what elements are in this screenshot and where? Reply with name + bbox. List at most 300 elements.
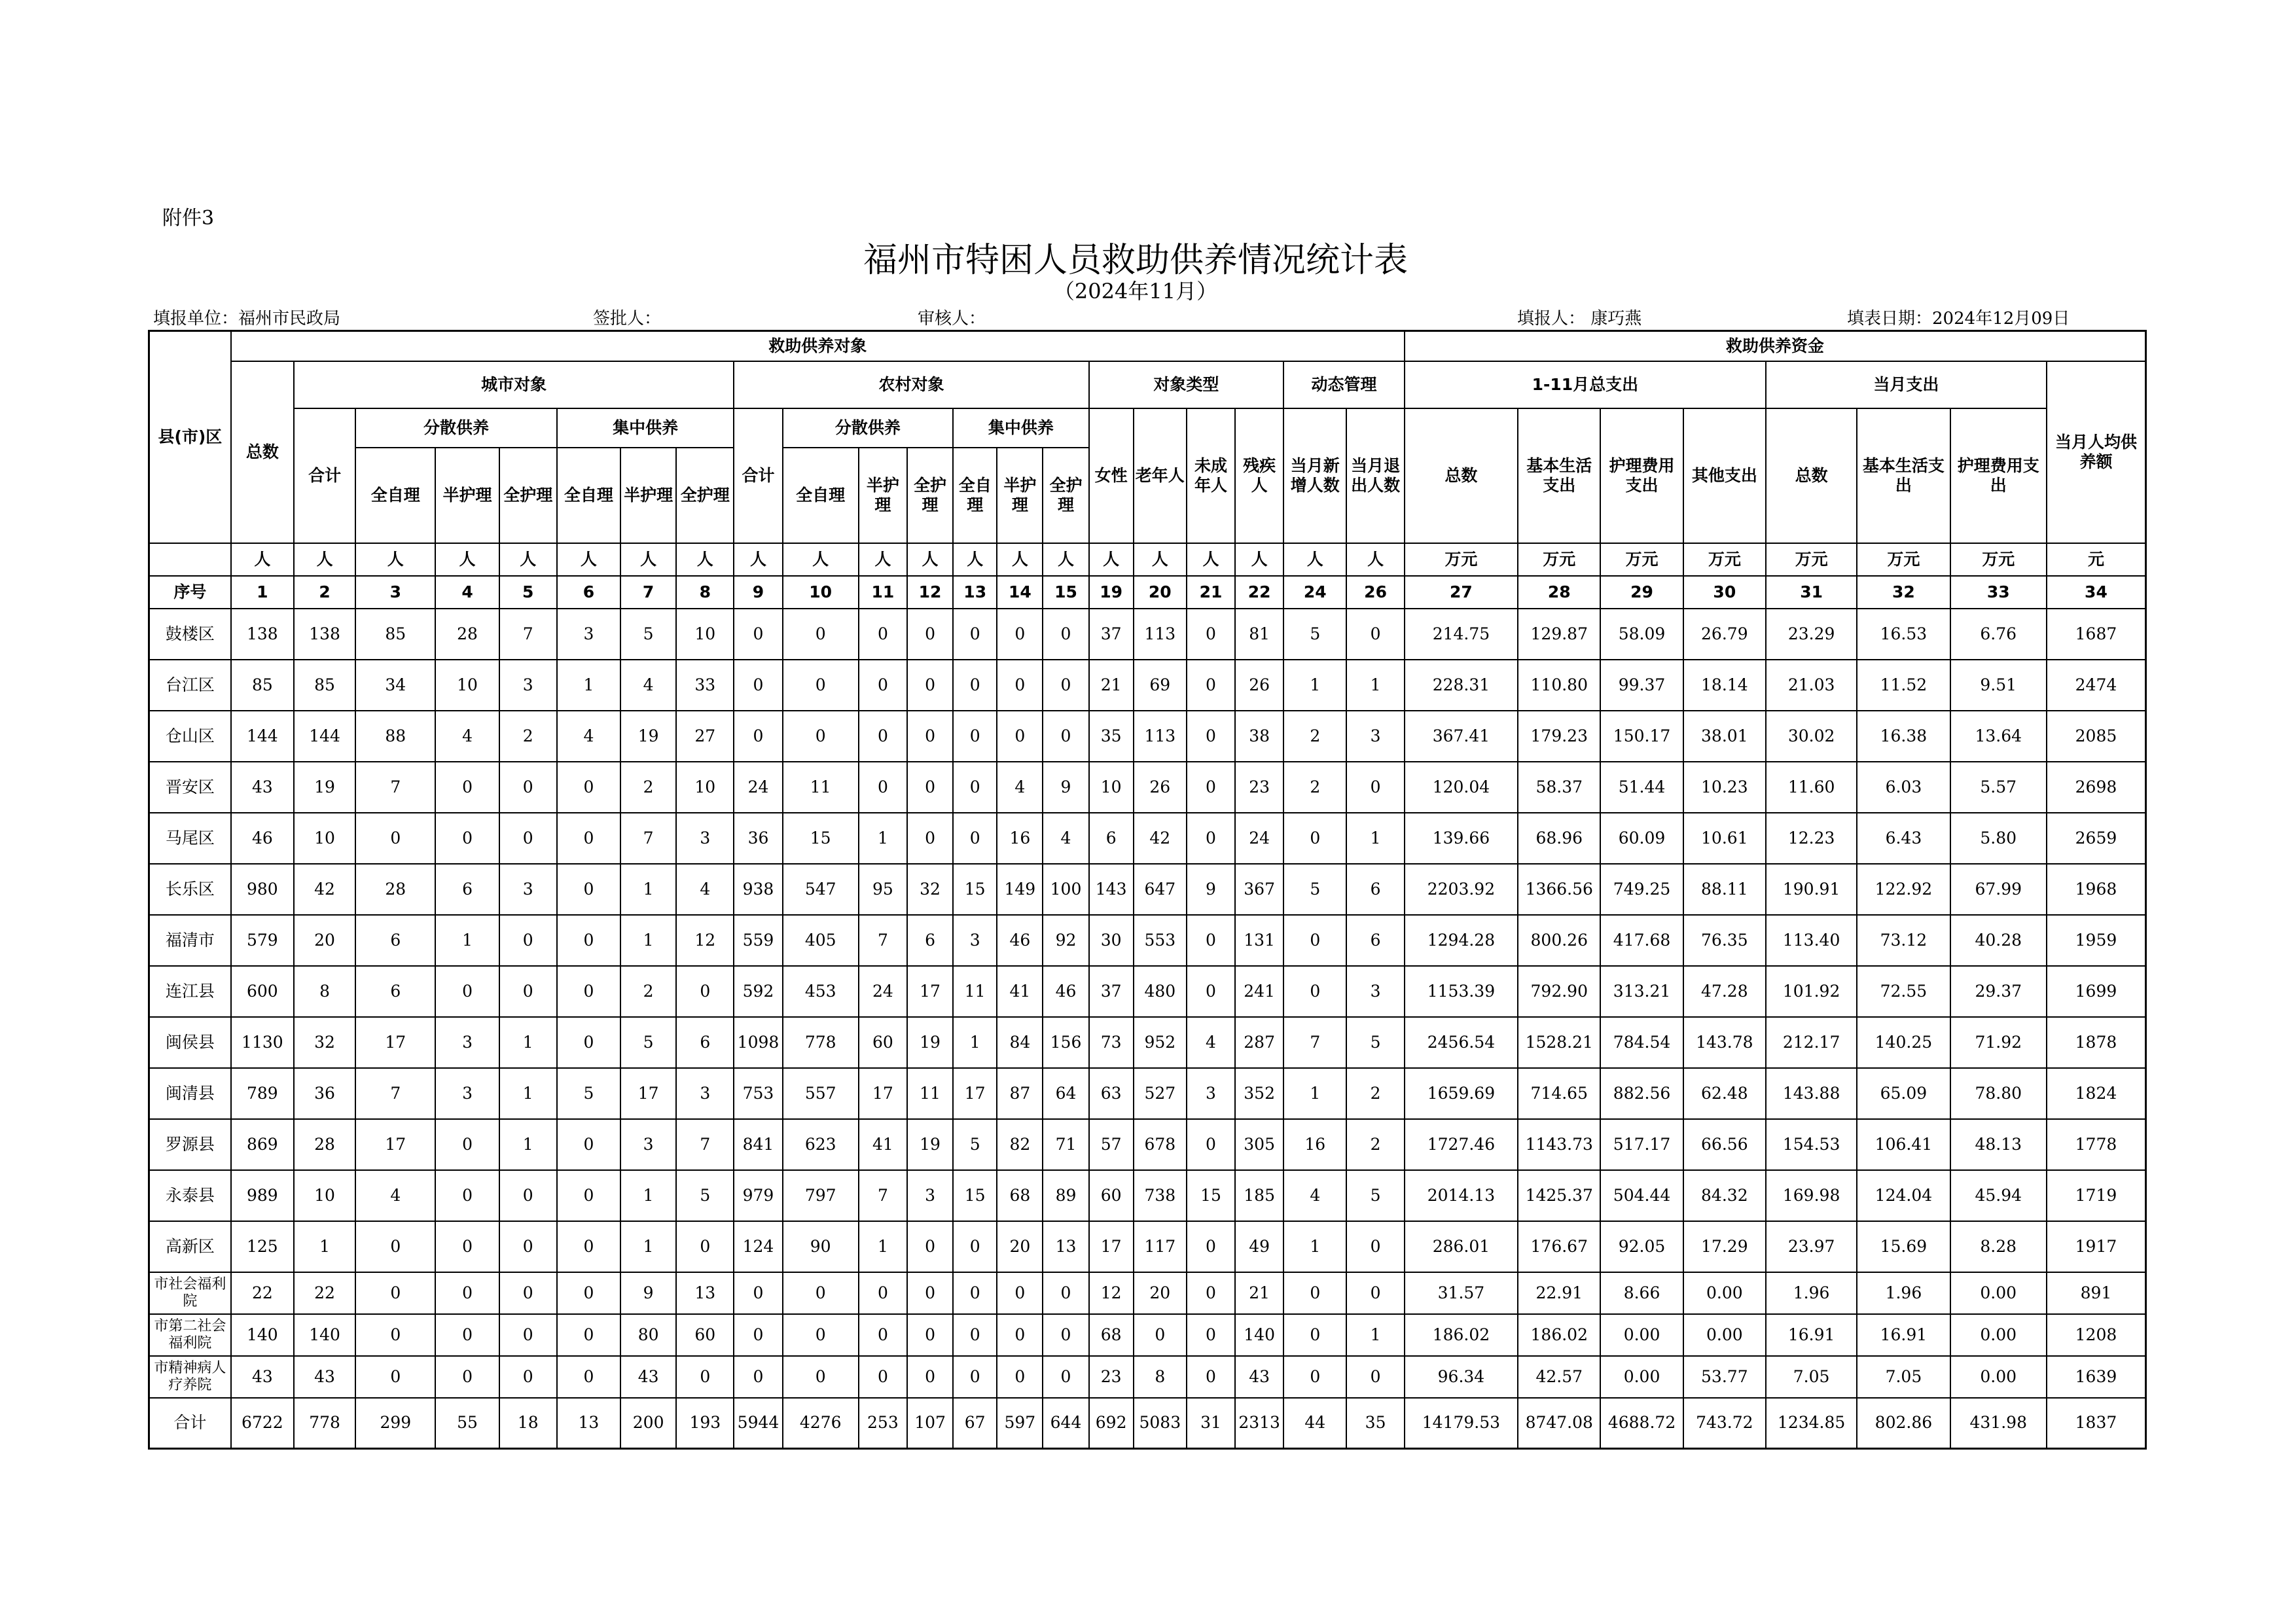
unit-cell: 人 [1187, 543, 1235, 576]
table-cell: 0 [997, 1314, 1043, 1356]
table-cell: 0 [499, 915, 557, 966]
table-cell: 12 [1089, 1272, 1134, 1314]
table-cell: 0 [355, 813, 435, 864]
table-cell: 29.37 [1950, 966, 2047, 1017]
table-cell: 99.37 [1600, 660, 1683, 711]
table-cell: 10 [1089, 762, 1134, 813]
table-cell: 0 [907, 1356, 953, 1398]
table-cell: 23 [1235, 762, 1283, 813]
table-cell: 89 [1043, 1170, 1088, 1221]
table-cell: 1528.21 [1518, 1017, 1600, 1068]
table-cell: 6 [1346, 864, 1404, 915]
table-cell: 0 [1283, 1356, 1346, 1398]
table-cell: 100 [1043, 864, 1088, 915]
table-cell: 92.05 [1600, 1221, 1683, 1272]
table-cell: 2 [620, 966, 676, 1017]
table-cell: 1 [294, 1221, 355, 1272]
table-cell: 0 [557, 762, 620, 813]
table-cell: 1687 [2047, 609, 2146, 660]
units-row [149, 543, 2146, 576]
table-cell: 88.11 [1683, 864, 1766, 915]
table-cell: 0 [676, 1221, 734, 1272]
table-cell: 3 [1346, 711, 1404, 762]
table-cell: 85 [294, 660, 355, 711]
table-cell: 0 [1043, 609, 1088, 660]
table-row [149, 1221, 2146, 1272]
table-cell: 7 [676, 1119, 734, 1170]
table-cell: 0 [557, 1272, 620, 1314]
table-cell: 0 [499, 1356, 557, 1398]
table-cell: 117 [1134, 1221, 1187, 1272]
table-cell: 23.29 [1766, 609, 1857, 660]
meta-date: 填表日期：2024年12月09日 [1847, 309, 2070, 329]
sequence-cell: 2 [294, 576, 355, 609]
table-cell: 0 [783, 609, 859, 660]
table-cell: 22 [231, 1272, 294, 1314]
table-cell: 579 [231, 915, 294, 966]
sequence-cell: 5 [499, 576, 557, 609]
table-cell: 253 [859, 1398, 907, 1449]
table-cell: 10.23 [1683, 762, 1766, 813]
table-cell: 5 [1346, 1017, 1404, 1068]
header-urban-centralized: 集中供养 [557, 408, 734, 448]
table-cell: 63 [1089, 1068, 1134, 1119]
table-row [149, 915, 2146, 966]
table-cell: 8.28 [1950, 1221, 2047, 1272]
table-cell: 0 [907, 609, 953, 660]
sequence-cell: 7 [620, 576, 676, 609]
table-cell: 28 [355, 864, 435, 915]
table-cell: 0 [557, 1221, 620, 1272]
table-cell: 43 [231, 762, 294, 813]
table-cell: 193 [676, 1398, 734, 1449]
sequence-cell: 19 [1089, 576, 1134, 609]
table-cell: 37 [1089, 609, 1134, 660]
table-cell: 0 [1187, 609, 1235, 660]
table-cell: 0 [557, 813, 620, 864]
table-cell: 95 [859, 864, 907, 915]
table-cell: 71 [1043, 1119, 1088, 1170]
table-cell: 0 [1043, 660, 1088, 711]
table-cell: 6.03 [1857, 762, 1950, 813]
table-cell: 0 [907, 1221, 953, 1272]
sequence-cell: 20 [1134, 576, 1187, 609]
header-urban-central-self: 全自理 [557, 448, 620, 543]
table-cell: 140 [1235, 1314, 1283, 1356]
table-cell: 0 [783, 1356, 859, 1398]
table-cell: 38.01 [1683, 711, 1766, 762]
table-cell: 212.17 [1766, 1017, 1857, 1068]
row-name: 市社会福利院 [149, 1272, 231, 1314]
table-cell: 15.69 [1857, 1221, 1950, 1272]
table-cell: 43 [294, 1356, 355, 1398]
table-cell: 113.40 [1766, 915, 1857, 966]
table-cell: 38 [1235, 711, 1283, 762]
table-cell: 0 [907, 711, 953, 762]
table-cell: 60 [1089, 1170, 1134, 1221]
table-cell: 9 [1043, 762, 1088, 813]
sequence-cell: 31 [1766, 576, 1857, 609]
table-cell: 15 [953, 1170, 997, 1221]
header-urban: 城市对象 [294, 361, 734, 408]
header-disabled: 残疾人 [1235, 408, 1283, 543]
table-cell: 16 [1283, 1119, 1346, 1170]
sequence-cell: 24 [1283, 576, 1346, 609]
table-cell: 3 [499, 864, 557, 915]
table-cell: 882.56 [1600, 1068, 1683, 1119]
header-elderly: 老年人 [1134, 408, 1187, 543]
table-cell: 144 [294, 711, 355, 762]
table-cell: 43 [620, 1356, 676, 1398]
table-cell: 0 [907, 1314, 953, 1356]
table-cell: 46 [997, 915, 1043, 966]
table-cell: 32 [294, 1017, 355, 1068]
header-rural: 农村对象 [734, 361, 1088, 408]
table-cell: 24 [1235, 813, 1283, 864]
unit-cell: 人 [676, 543, 734, 576]
table-cell: 176.67 [1518, 1221, 1600, 1272]
sequence-cell: 28 [1518, 576, 1600, 609]
sequence-cell: 27 [1405, 576, 1518, 609]
table-cell: 784.54 [1600, 1017, 1683, 1068]
table-cell: 2659 [2047, 813, 2146, 864]
table-cell: 0 [435, 762, 499, 813]
table-cell: 778 [294, 1398, 355, 1449]
table-cell: 0 [435, 1170, 499, 1221]
header-month-nursing: 护理费用支出 [1950, 408, 2047, 543]
table-cell: 15 [1187, 1170, 1235, 1221]
table-cell: 1143.73 [1518, 1119, 1600, 1170]
table-cell: 0 [557, 1356, 620, 1398]
table-cell: 228.31 [1405, 660, 1518, 711]
table-cell: 2 [620, 762, 676, 813]
unit-cell: 人 [355, 543, 435, 576]
unit-cell: 元 [2047, 543, 2146, 576]
table-cell: 0 [953, 813, 997, 864]
unit-cell: 万元 [1950, 543, 2047, 576]
table-cell: 5 [620, 609, 676, 660]
table-cell: 68 [1089, 1314, 1134, 1356]
table-cell: 179.23 [1518, 711, 1600, 762]
table-cell: 1 [1283, 1221, 1346, 1272]
page-title: 福州市特困人员救助供养情况统计表 [863, 241, 1408, 280]
table-cell: 4 [355, 1170, 435, 1221]
table-cell: 1 [620, 1170, 676, 1221]
table-cell: 10 [676, 609, 734, 660]
table-cell: 480 [1134, 966, 1187, 1017]
table-cell: 53.77 [1683, 1356, 1766, 1398]
table-cell: 0 [557, 864, 620, 915]
header-total: 总数 [231, 361, 294, 543]
table-cell: 44 [1283, 1398, 1346, 1449]
table-cell: 60.09 [1600, 813, 1683, 864]
sequence-cell: 1 [231, 576, 294, 609]
table-cell: 0 [1283, 813, 1346, 864]
sequence-cell: 12 [907, 576, 953, 609]
row-name: 连江县 [149, 966, 231, 1017]
table-cell: 58.37 [1518, 762, 1600, 813]
total-row [149, 1398, 2146, 1449]
table-cell: 19 [620, 711, 676, 762]
table-cell: 7 [859, 1170, 907, 1221]
table-row [149, 1272, 2146, 1314]
table-cell: 3 [907, 1170, 953, 1221]
table-cell: 0 [1187, 660, 1235, 711]
table-cell: 12.23 [1766, 813, 1857, 864]
table-cell: 0 [355, 1272, 435, 1314]
table-cell: 7 [1283, 1017, 1346, 1068]
table-cell: 367.41 [1405, 711, 1518, 762]
unit-cell: 人 [1346, 543, 1404, 576]
table-cell: 802.86 [1857, 1398, 1950, 1449]
table-cell: 60 [676, 1314, 734, 1356]
table-cell: 313.21 [1600, 966, 1683, 1017]
unit-cell: 万元 [1405, 543, 1518, 576]
table-cell: 22.91 [1518, 1272, 1600, 1314]
sequence-cell: 29 [1600, 576, 1683, 609]
table-row [149, 711, 2146, 762]
table-cell: 0 [997, 660, 1043, 711]
table-cell: 1659.69 [1405, 1068, 1518, 1119]
table-cell: 47.28 [1683, 966, 1766, 1017]
table-cell: 3 [676, 1068, 734, 1119]
table-cell: 0 [859, 660, 907, 711]
table-cell: 2474 [2047, 660, 2146, 711]
table-cell: 30.02 [1766, 711, 1857, 762]
table-row [149, 1017, 2146, 1068]
table-row [149, 966, 2146, 1017]
table-cell: 3 [435, 1017, 499, 1068]
table-cell: 76.35 [1683, 915, 1766, 966]
table-body [149, 609, 2146, 1449]
table-cell: 1.96 [1857, 1272, 1950, 1314]
table-cell: 35 [1346, 1398, 1404, 1449]
table-cell: 1 [499, 1119, 557, 1170]
table-cell: 1 [499, 1017, 557, 1068]
row-name: 台江区 [149, 660, 231, 711]
table-cell: 17 [907, 966, 953, 1017]
table-cell: 0 [1187, 711, 1235, 762]
table-cell: 980 [231, 864, 294, 915]
table-cell: 16 [997, 813, 1043, 864]
header-county: 县(市)区 [149, 331, 231, 543]
table-cell: 0 [557, 1017, 620, 1068]
header-rural-scattered-full: 全护理 [907, 448, 953, 543]
table-cell: 527 [1134, 1068, 1187, 1119]
table-cell: 286.01 [1405, 1221, 1518, 1272]
unit-cell: 万元 [1766, 543, 1857, 576]
table-cell: 17 [953, 1068, 997, 1119]
table-cell: 305 [1235, 1119, 1283, 1170]
table-cell: 17 [1089, 1221, 1134, 1272]
table-cell: 0 [997, 609, 1043, 660]
table-cell: 18 [499, 1398, 557, 1449]
table-cell: 0 [1283, 966, 1346, 1017]
table-cell: 5 [676, 1170, 734, 1221]
table-cell: 0 [1043, 1314, 1088, 1356]
table-cell: 11 [953, 966, 997, 1017]
table-cell: 0 [859, 1272, 907, 1314]
header-dynamic: 动态管理 [1283, 361, 1405, 408]
table-cell: 1 [620, 864, 676, 915]
table-cell: 58.09 [1600, 609, 1683, 660]
table-cell: 1098 [734, 1017, 782, 1068]
table-cell: 21 [1235, 1272, 1283, 1314]
row-name: 仓山区 [149, 711, 231, 762]
table-cell: 0 [435, 966, 499, 1017]
table-cell: 0 [907, 660, 953, 711]
table-cell: 84 [997, 1017, 1043, 1068]
table-cell: 0 [953, 1272, 997, 1314]
table-cell: 553 [1134, 915, 1187, 966]
meta-approver: 签批人： [593, 309, 662, 329]
table-cell: 190.91 [1766, 864, 1857, 915]
table-cell: 10 [294, 1170, 355, 1221]
table-cell: 1208 [2047, 1314, 2146, 1356]
header-per-capita: 当月人均供养额 [2047, 361, 2146, 543]
header-row-1 [149, 331, 2146, 361]
table-cell: 5944 [734, 1398, 782, 1449]
table-cell: 149 [997, 864, 1043, 915]
header-urban-scattered-half: 半护理 [435, 448, 499, 543]
table-cell: 869 [231, 1119, 294, 1170]
sequence-cell: 22 [1235, 576, 1283, 609]
unit-cell: 万元 [1857, 543, 1950, 576]
table-cell: 43 [1235, 1356, 1283, 1398]
table-cell: 1 [557, 660, 620, 711]
table-cell: 84.32 [1683, 1170, 1766, 1221]
table-cell: 8747.08 [1518, 1398, 1600, 1449]
table-cell: 21.03 [1766, 660, 1857, 711]
table-cell: 2 [499, 711, 557, 762]
row-name: 罗源县 [149, 1119, 231, 1170]
table-cell: 41 [997, 966, 1043, 1017]
header-urban-central-half: 半护理 [620, 448, 676, 543]
table-cell: 0 [499, 1314, 557, 1356]
table-row [149, 1119, 2146, 1170]
table-cell: 7 [355, 1068, 435, 1119]
sequence-cell: 15 [1043, 576, 1088, 609]
table-cell: 17 [859, 1068, 907, 1119]
table-cell: 0 [557, 966, 620, 1017]
table-cell: 453 [783, 966, 859, 1017]
table-cell: 6 [676, 1017, 734, 1068]
sequence-cell: 9 [734, 576, 782, 609]
table-cell: 6.43 [1857, 813, 1950, 864]
table-cell: 592 [734, 966, 782, 1017]
table-cell: 11.60 [1766, 762, 1857, 813]
header-support-objects: 救助供养对象 [231, 331, 1405, 361]
table-cell: 0 [734, 711, 782, 762]
table-cell: 0.00 [1950, 1272, 2047, 1314]
header-ytd-spend: 1-11月总支出 [1405, 361, 1766, 408]
table-cell: 2456.54 [1405, 1017, 1518, 1068]
table-cell: 24 [734, 762, 782, 813]
table-cell: 0 [859, 1314, 907, 1356]
table-cell: 0 [1346, 1272, 1404, 1314]
table-cell: 623 [783, 1119, 859, 1170]
table-cell: 1699 [2047, 966, 2146, 1017]
table-cell: 1968 [2047, 864, 2146, 915]
unit-cell: 人 [294, 543, 355, 576]
table-cell: 287 [1235, 1017, 1283, 1068]
table-cell: 0 [1346, 762, 1404, 813]
table-cell: 1 [953, 1017, 997, 1068]
header-rural-central-full: 全护理 [1043, 448, 1088, 543]
table-row [149, 1314, 2146, 1356]
table-cell: 4276 [783, 1398, 859, 1449]
table-cell: 12 [676, 915, 734, 966]
table-cell: 1 [499, 1068, 557, 1119]
table-cell: 0 [355, 1314, 435, 1356]
table-cell: 0 [734, 660, 782, 711]
table-cell: 0 [997, 711, 1043, 762]
table-cell: 547 [783, 864, 859, 915]
table-cell: 125 [231, 1221, 294, 1272]
table-cell: 21 [1089, 660, 1134, 711]
table-cell: 0 [783, 660, 859, 711]
units-row-label [149, 543, 231, 576]
unit-cell: 人 [557, 543, 620, 576]
table-cell: 0 [953, 711, 997, 762]
table-cell: 1778 [2047, 1119, 2146, 1170]
table-cell: 979 [734, 1170, 782, 1221]
table-cell: 4 [620, 660, 676, 711]
table-cell: 0 [1283, 1272, 1346, 1314]
table-cell: 138 [231, 609, 294, 660]
table-cell: 0.00 [1950, 1314, 2047, 1356]
table-cell: 0.00 [1600, 1356, 1683, 1398]
table-cell: 0 [734, 1356, 782, 1398]
table-cell: 10 [676, 762, 734, 813]
header-minor: 未成年人 [1187, 408, 1235, 543]
sequence-cell: 10 [783, 576, 859, 609]
table-cell: 20 [997, 1221, 1043, 1272]
table-cell: 6.76 [1950, 609, 2047, 660]
table-cell: 26 [1235, 660, 1283, 711]
table-cell: 0 [859, 1356, 907, 1398]
table-cell: 143 [1089, 864, 1134, 915]
table-cell: 0 [734, 1314, 782, 1356]
sequence-cell: 34 [2047, 576, 2146, 609]
table-cell: 647 [1134, 864, 1187, 915]
table-cell: 1 [1346, 813, 1404, 864]
table-cell: 90 [783, 1221, 859, 1272]
table-cell: 644 [1043, 1398, 1088, 1449]
table-cell: 11.52 [1857, 660, 1950, 711]
table-cell: 0 [499, 1170, 557, 1221]
table-cell: 46 [231, 813, 294, 864]
table-cell: 1727.46 [1405, 1119, 1518, 1170]
row-name: 高新区 [149, 1221, 231, 1272]
table-cell: 0 [734, 1272, 782, 1314]
table-cell: 0 [499, 762, 557, 813]
table-cell: 792.90 [1518, 966, 1600, 1017]
header-ytd-other: 其他支出 [1683, 408, 1766, 543]
table-cell: 0 [557, 1170, 620, 1221]
table-cell: 0 [557, 1119, 620, 1170]
table-cell: 1837 [2047, 1398, 2146, 1449]
table-cell: 92 [1043, 915, 1088, 966]
table-cell: 1234.85 [1766, 1398, 1857, 1449]
table-cell: 13 [557, 1398, 620, 1449]
table-cell: 8 [294, 966, 355, 1017]
table-cell: 0 [676, 966, 734, 1017]
table-cell: 789 [231, 1068, 294, 1119]
table-cell: 367 [1235, 864, 1283, 915]
table-cell: 0 [1043, 1356, 1088, 1398]
table-cell: 7.05 [1766, 1356, 1857, 1398]
